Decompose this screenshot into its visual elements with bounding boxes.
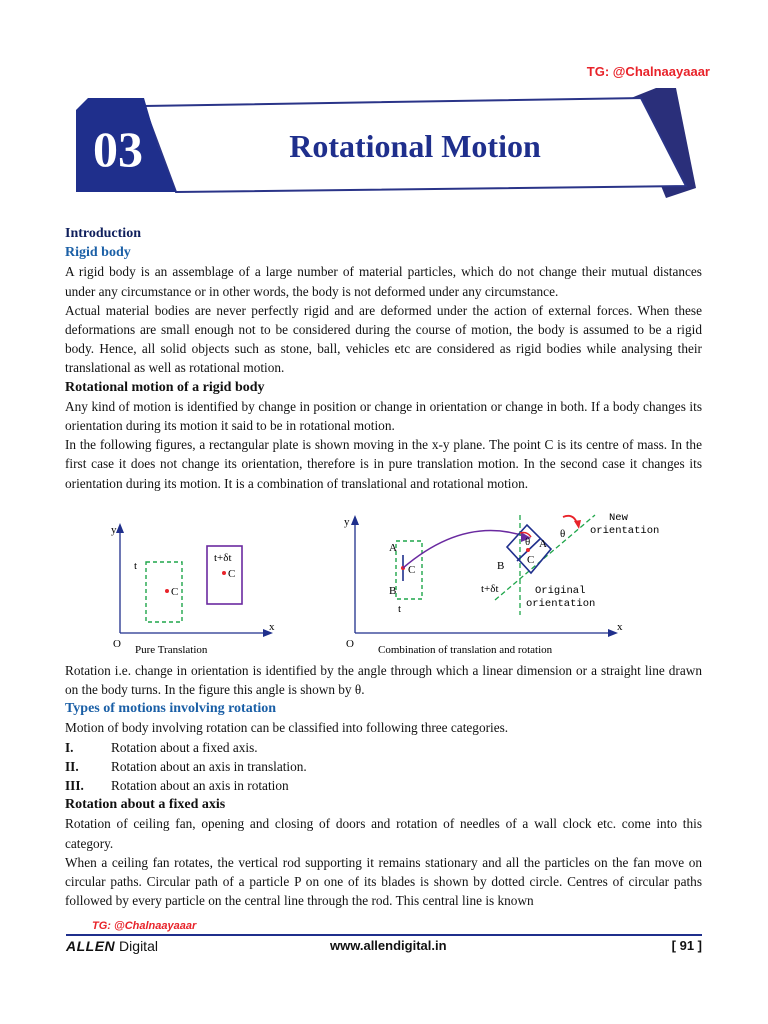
introduction-heading: Introduction [65,226,141,241]
rigid-body-paragraph-2: Actual material bodies are never perfectly rigid and are deformed under the action of external forces. When these deformations are small enough not to be considered during the course of motion, the body is assumed to be a rigid body. Hence, all solid objects such as stone, ball, vehicles etc are considered as rigid bodies while analysing their translational as well as rotational motion. [65,302,702,376]
fixed-axis-paragraph-2: When a ceiling fan rotates, the vertical rod supporting it remains stationary and all the particles on the fan move on circular paths. Circular path of a particle P on one of its blades is shown by dotted circle. Centres of circular paths followed by every particle on the central line through the rod. This central line is known [65,854,702,909]
list-number: III. [65,778,84,794]
telegram-handle-footer: TG: @Chalnaayaaar [92,920,197,932]
fig2-original-1: Original [535,584,586,597]
list-text: Rotation about a fixed axis. [111,739,258,755]
fig1-c-tdt: C [228,567,236,580]
rotational-motion-heading: Rotational motion of a rigid body [65,379,265,395]
rigid-body-paragraph-1: A rigid body is an assemblage of a large number of material particles, which do not change their mutual distances under any circumstance or in other words, the body is not deformed under any circumstance. [65,264,702,299]
page-content [65,224,702,910]
fig1-centre-tdt [222,571,226,575]
fig1-y-label: y [111,523,117,536]
pure-translation-figure [111,523,275,656]
logo-rest: Digital [115,938,158,954]
telegram-handle-top: TG: @Chalnaayaaar [586,64,710,79]
fig2-new-orientation-2: orientation [590,524,660,537]
fig2-theta-1: θ [525,535,531,548]
fig1-x-label: x [269,620,275,633]
fig2-theta-2: θ [560,527,566,540]
rotational-paragraph-1: Any kind of motion is identified by change in position or change in orientation or change in both. If a body changes its orientation during its motion it said to be in rotational motion. [65,398,702,434]
fig1-tdt-label: t+δt [214,551,232,564]
list-item [65,776,702,795]
list-text: Rotation about an axis in rotation [111,778,289,794]
fig1-y-arrow [116,523,124,533]
fig2-tdt-label: t+δt [481,582,499,595]
fig2-a-t: A [389,541,397,554]
chapter-number: 03 [93,121,143,177]
list-number: I. [65,739,74,755]
fig2-caption: Combination of translation and rotation [378,643,553,656]
fixed-axis-heading: Rotation about a fixed axis [65,797,226,813]
fig1-t-label: t [134,559,138,572]
fig2-origin-label: O [346,637,354,650]
types-paragraph: Motion of body involving rotation can be classified into following three categories. [65,720,509,736]
fig2-c-tdt: C [527,553,535,566]
rotational-paragraph-2: In the following figures, a rectangular plate is shown moving in the x-y plane. The point C is its centre of mass. In the first case it does not change its orientation, therefore is in pure translation motion. In the second case it changes its orientation during its motion. It is a combination of translational and rotational motion. [65,437,702,491]
logo-bold: ALLEN [66,938,116,954]
chapter-title: Rotational Motion [289,128,541,164]
fixed-axis-paragraph-1: Rotation of ceiling fan, opening and closing of doors and rotation of needles of a wall clock etc. come into this category. [65,816,702,851]
fig2-t-label: t [398,602,402,615]
fig1-centre-t [165,589,169,593]
types-heading: Types of motions involving rotation [65,701,277,717]
fig2-theta-arrow-2 [574,520,581,529]
list-number: II. [65,758,79,774]
page-number: [ 91 ] [671,938,702,953]
motion-figures [65,495,702,657]
translation-rotation-figure [344,512,659,656]
list-text: Rotation about an axis in translation. [111,758,307,774]
fig2-x-label: x [617,620,623,633]
fig2-b-t: B [389,584,397,597]
footer-divider [66,934,702,936]
fig2-b-tdt: B [497,559,505,572]
fig2-c-t: C [408,563,416,576]
rigid-body-heading: Rigid body [65,245,131,261]
fig1-c-t: C [171,585,179,598]
fig1-caption: Pure Translation [135,643,208,656]
footer-url-link[interactable]: www.allendigital.in [330,938,447,953]
fig2-a-tdt: A [539,537,547,550]
list-item [65,757,702,776]
fig2-centre-tdt [526,548,530,552]
fig2-new-orientation-1: New [609,511,628,524]
rotation-definition-paragraph: Rotation i.e. change in orientation is identified by the angle through which a linear dimension or a straight line drawn on the body turns. In the figure this angle is shown by θ. [65,662,702,698]
fig1-origin-label: O [113,637,121,650]
fig2-y-arrow [351,515,359,525]
list-item [65,738,702,757]
fig2-y-label: y [344,515,350,528]
allen-digital-logo [66,938,158,954]
fig2-original-2: orientation [526,597,596,610]
